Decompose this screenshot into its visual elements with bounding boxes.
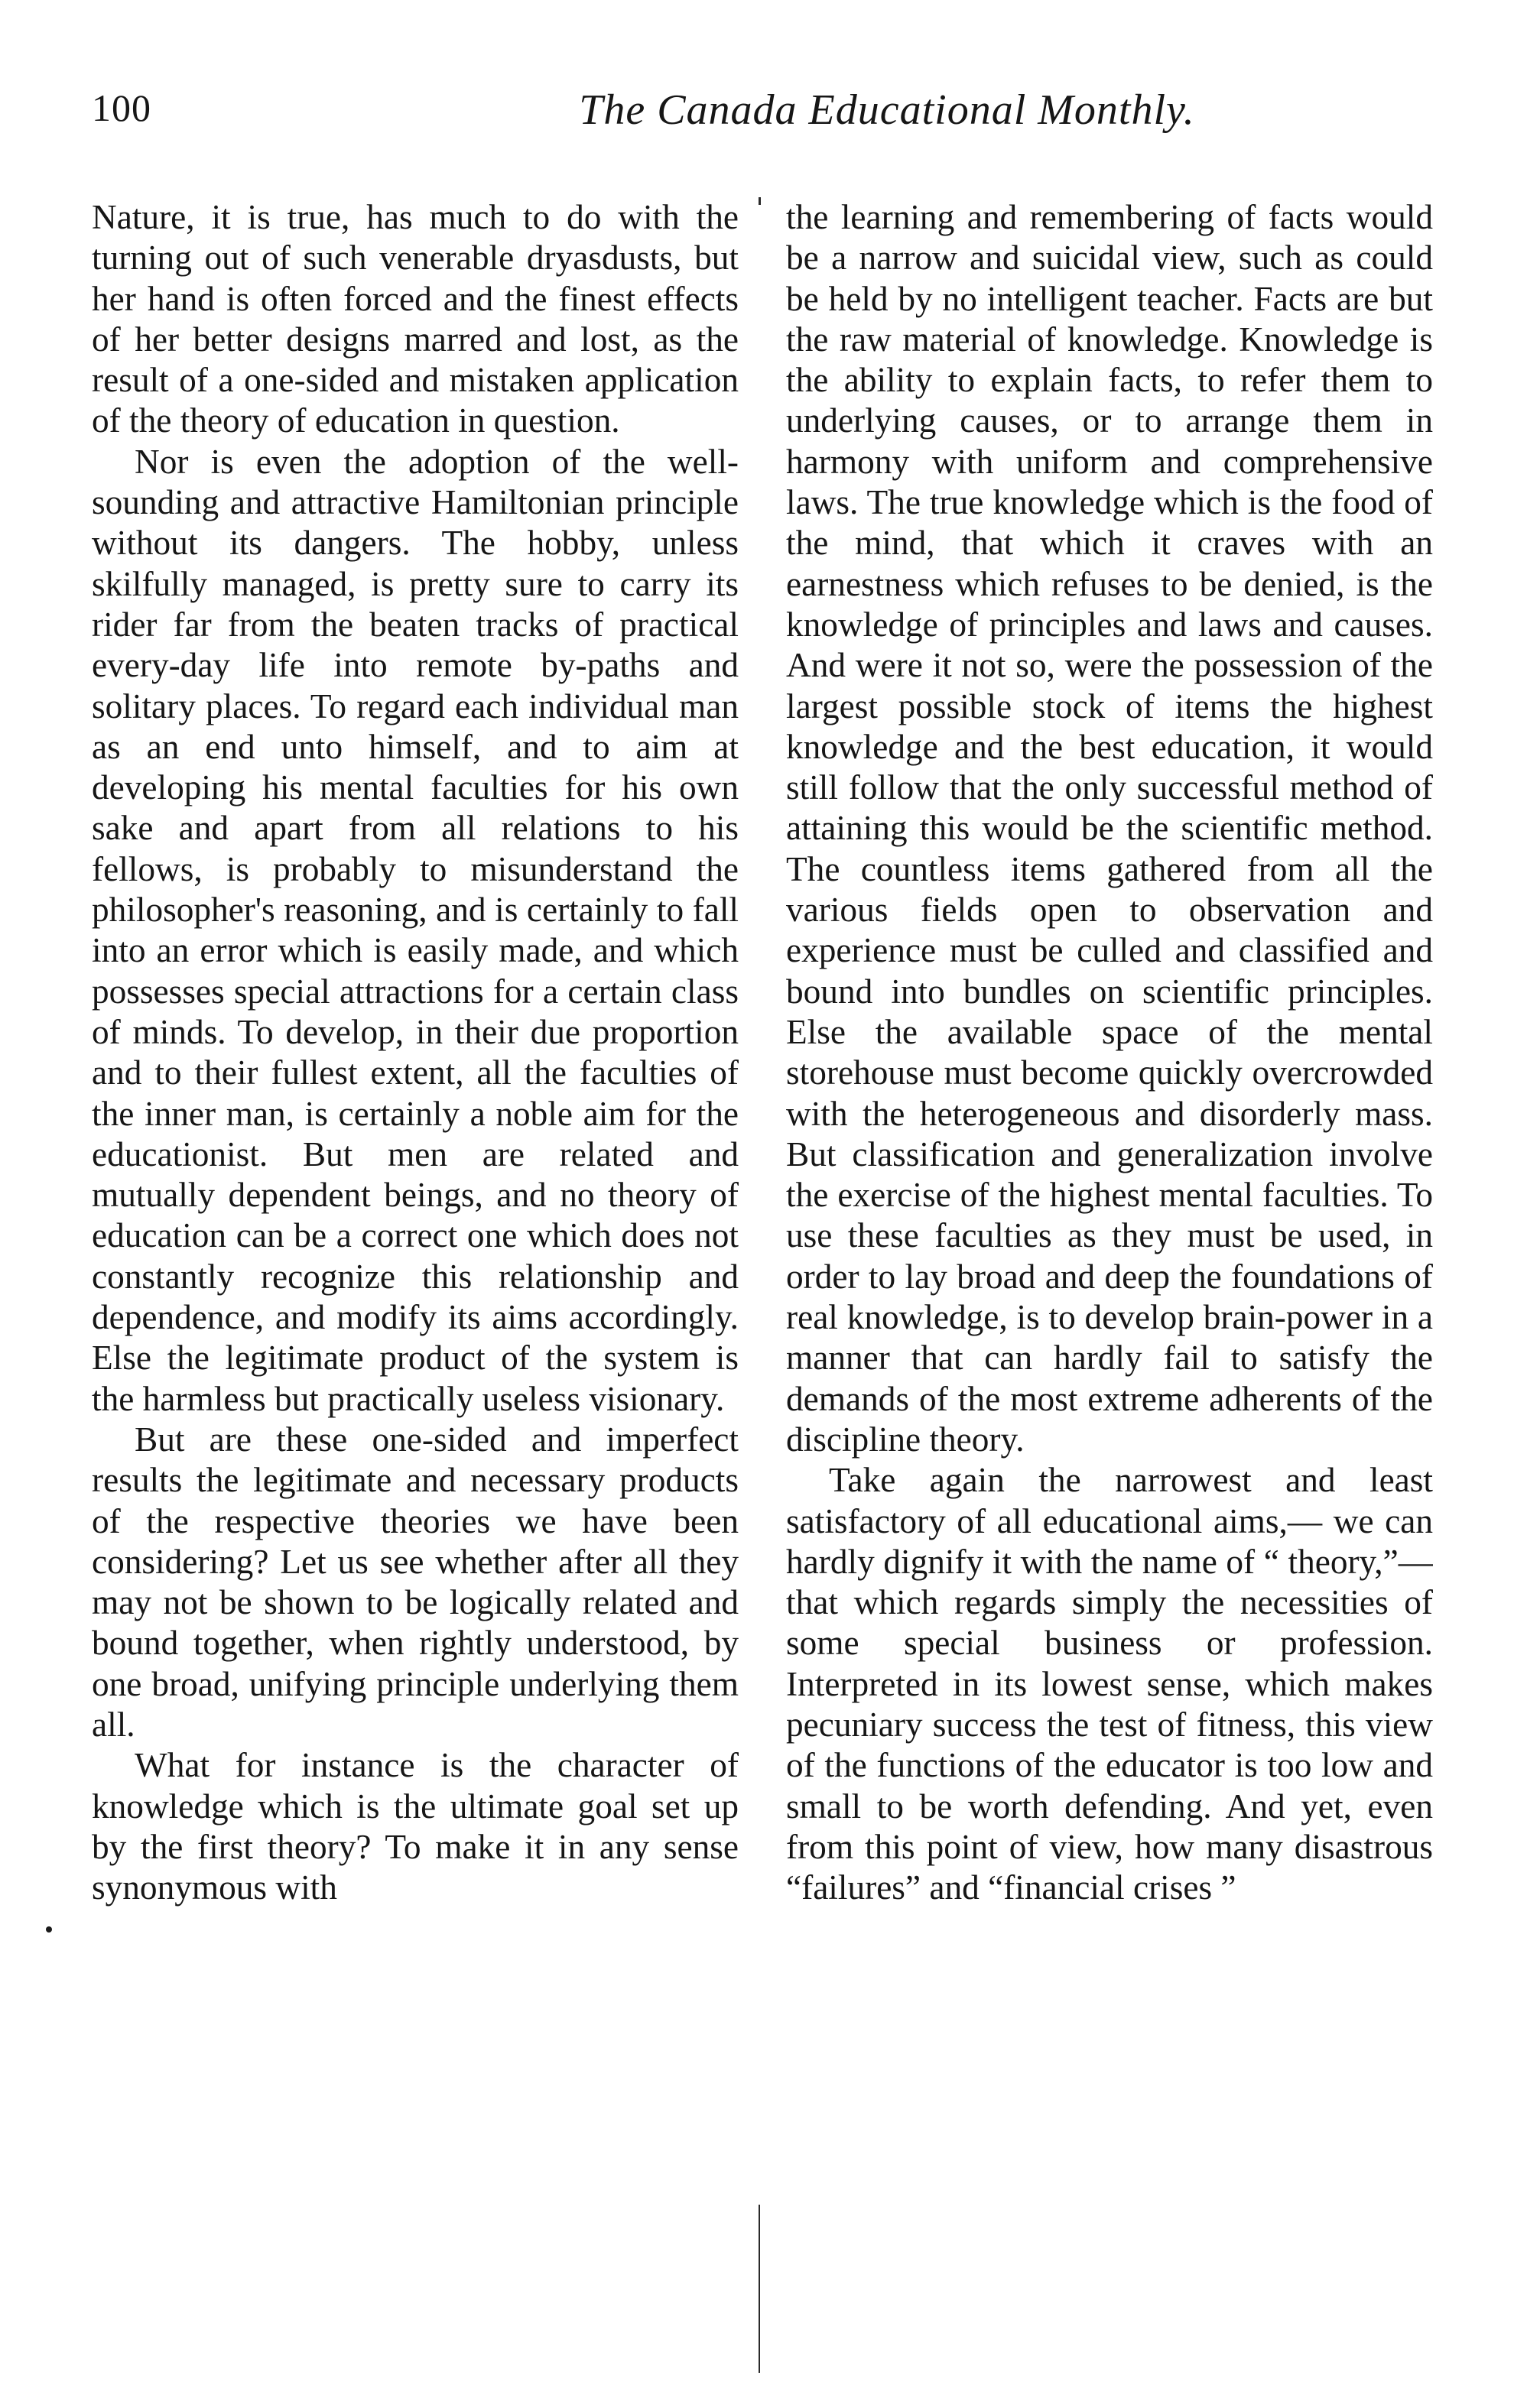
right-column [786,197,1433,2384]
paragraph: Take again the narrowest and least satisfactory of all educational aims,— we can hardly dignify it with the name of “ theory,”—that which regards simply the necessities of some special business or profession. Interpreted in its lowest sense, which makes pecuniary success the test of fitness, this view of the functions of the educator is too low and small to be worth defending. And yet, even from this point of view, how many disastrous “failures” and “financial crises ” [786,1461,1433,1907]
paragraph: But are these one-sided and imperfect results the legitimate and necessary products of the respective theories we have been considering? Let us see whether after all they may not be shown to be logically related and bound together, when rightly understood, by one broad, unifying principle underlying them all. [92,1420,739,1744]
paragraph: the learning and remembering of facts would be a narrow and suicidal view, such as could be held by no intelligent teacher. Facts are but the raw material of knowledge. Knowledge is the ability to explain facts, to refer them to underlying causes, or to arrange them in harmony with uniform and comprehensive laws. The true knowledge which is the food of the mind, that which it craves with an earnestness which refuses to be denied, is the knowledge of principles and laws and causes. And were it not so, were the possession of the largest possible stock of items the highest knowledge and the best education, it would still follow that the only successful method of attaining this would be the scientific method. The countless items gathered from all the various fields open to observation and experience must be culled and classified and bound into bundles on scientific principles. Else the available space of the mental storehouse must become quickly overcrowded with the heterogeneous and disorderly mass. But classification and generalization involve the exercise of the highest mental faculties. To use these faculties as they must be used, in order to lay broad and deep the foundations of real knowledge, is to develop brain-power in a manner that can hardly fail to satisfy the demands of the most extreme adherents of the discipline theory. [786,198,1433,1459]
column-rule-top [759,197,761,205]
paragraph: Nature, it is true, has much to do with the turning out of such venerable dryasdusts, but her hand is often forced and the finest effects of her better designs marred and lost, as the result of a one-sided and mistaken application of the theory of education in question. [92,198,739,440]
column-rule-bottom [759,2205,760,2373]
running-title: The Canada Educational Monthly. [579,86,1195,134]
margin-mark [46,1926,52,1933]
paragraph: Nor is even the adoption of the well-sounding and attractive Hamiltonian principle without its dangers. The hobby, unless skilfully managed, is pretty sure to carry its rider far from the beaten tracks of practical every-day life into remote by-paths and solitary places. To regard each individual man as an end unto himself, and to aim at developing his mental faculties for his own sake and apart from all relations to his fellows, is probably to misunderstand the philosopher's reasoning, and is certainly to fall into an error which is easily made, and which possesses special attractions for a certain class of minds. To develop, in their due proportion and to their fullest extent, all the faculties of the inner man, is certainly a noble aim for the educationist. But men are related and mutually dependent beings, and no theory of education can be a correct one which does not constantly recognize this relationship and dependence, and modify its aims accordingly. Else the legitimate product of the system is the harmless but practically useless visionary. [92,442,739,1418]
running-header [92,86,1438,154]
page-number: 100 [92,86,151,129]
paragraph: What for instance is the character of knowledge which is the ultimate goal set up by the first theory? To make it in any sense synonymous with [92,1746,739,1907]
left-column [92,197,739,2384]
